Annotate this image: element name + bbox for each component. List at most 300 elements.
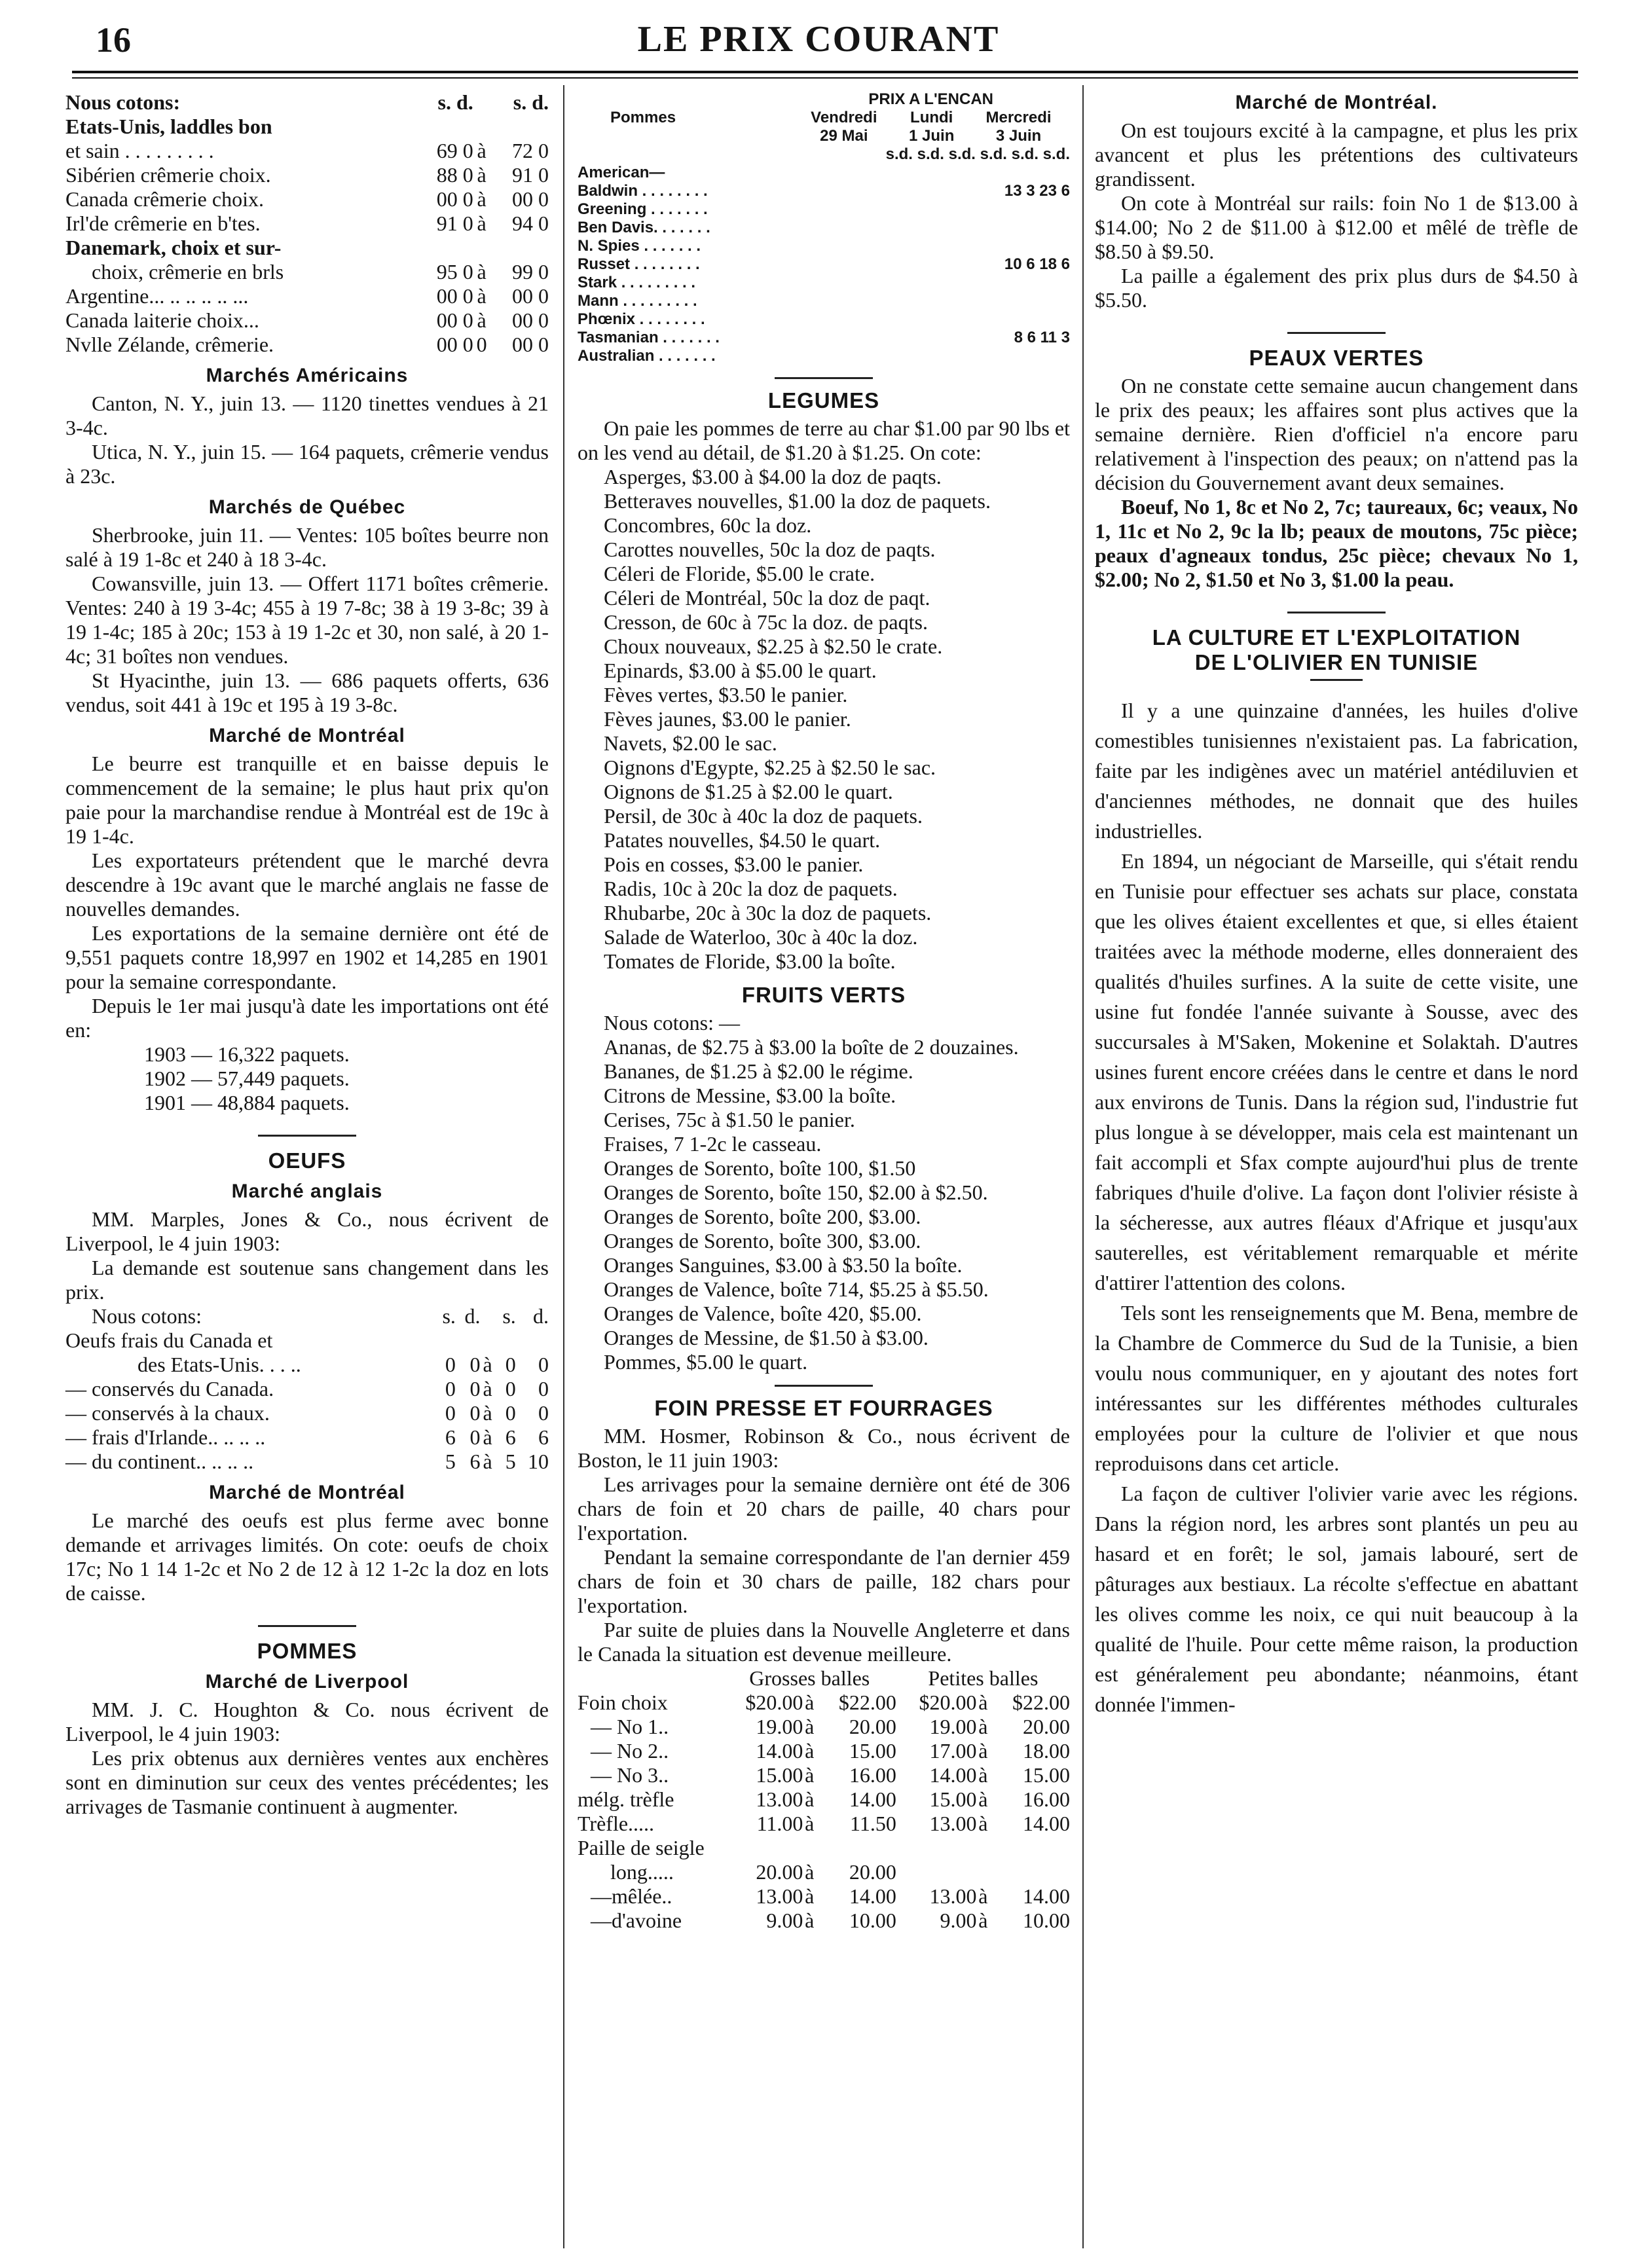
table-row [65,1425,549,1450]
cell: à [477,163,487,187]
paragraph: La façon de cultiver l'olivier varie avec les régions. Dans la région nord, les arbres sont plantés un peu au hasard et en forêt; le sol, jamais labouré, sert de pâturages aux bestiaux. La récolte s'effectue en abattant les olives comme les noix, ce qui nuit beaucoup à la qualité de l'huile. Pour cette même raison, la production est généralement peu abondante; néanmoins, étant donnée l'immen- [1095,1482,1578,1716]
cell: 0 [538,1401,549,1425]
table-row [578,182,1070,200]
cell [792,164,1070,182]
paragraph: La paille a également des prix plus durs de $4.50 à $5.50. [1095,264,1578,312]
table-header: Mercredi [985,109,1052,126]
column-divider [563,85,564,2248]
cell: à [805,1909,815,1932]
cell: 14.00 [756,1739,803,1763]
cell: à [978,1739,988,1763]
cell: à [978,1884,988,1908]
section-divider [1287,332,1386,334]
section-divider [775,1385,873,1387]
cell: — du continent.. .. .. .. [65,1450,254,1473]
cell: 9.00 [766,1909,803,1932]
paragraph: Pendant la semaine correspondante de l'an dernier 459 chars de foin et 30 chars de paille, 182 chars pour l'exportation. [578,1545,1070,1617]
cell: American— [578,164,665,181]
cell: 19.00 [929,1715,977,1738]
paragraph: Boeuf, No 1, 8c et No 2, 7c; taureaux, 6c; veaux, No 1, 11c et No 2, 9c la lb; peaux de moutons, 75c pièce; peaux d'agneaux tondus, 25c pièce; chevaux No 1, $2.00; No 2, $1.50 et No 3, $1.00 la peau. [1095,495,1578,591]
cell: — No 3.. [591,1763,669,1787]
header-rule-thin [72,77,1578,79]
section-divider [1287,612,1386,613]
list-item: Oranges de Sorento, boîte 100, $1.50 [604,1156,916,1180]
section-subheading: Marché anglais [231,1180,383,1202]
cell: 91 0 [512,163,549,187]
cell: $22.00 [1012,1691,1070,1714]
article-title-line: DE L'OLIVIER EN TUNISIE [1194,650,1479,674]
hay-price-table [578,1666,1070,1933]
paragraph: Nous cotons: — [604,1011,740,1034]
list-item: Céleri de Floride, $5.00 le crate. [604,562,875,585]
cell [792,274,1070,292]
section-divider [258,1625,356,1627]
list-item: Tomates de Floride, $3.00 la boîte. [604,949,896,973]
list-item: Oranges de Valence, boîte 714, $5.25 à $5.50. [604,1277,989,1301]
paragraph: Tels sont les renseignements que M. Bena, membre de la Chambre de Commerce du Sud de la Tunisie, a bien voulu nous communiquer, en y ajoutant des notes fort intéressantes sur les différentes méthodes culturales employées pour la culture de l'olivier et que nous reproduisons dans cet article. [1095,1301,1578,1475]
table-row [65,139,549,163]
table-row [65,1353,549,1377]
journal-title: LE PRIX COURANT [637,19,1000,60]
cell: 00 0 [436,333,473,356]
cell: 14.00 [1023,1884,1070,1908]
cell: $22.00 [838,1691,896,1714]
cell: 10 [528,1450,549,1473]
cell: 10.00 [1023,1909,1070,1932]
paragraph: Les arrivages pour la semaine dernière ont été de 306 chars de foin et 20 chars de paille, 40 chars pour l'exportation. [578,1472,1070,1545]
table-row [578,1836,1070,1860]
table-row [65,1328,549,1353]
cell: 94 0 [512,211,549,235]
table-row [578,164,1070,182]
cell: Australian . . . . . . . [578,347,716,365]
article-title [1095,625,1578,675]
table-header: 29 Mai [820,127,868,145]
paragraph: Les prix obtenus aux dernières ventes aux enchères sont en diminution sur ceux des ventes précédentes; les arrivages de Tasmanie continuent à augmenter. [65,1746,549,1818]
table-row [65,187,549,211]
list-item: Pois en cosses, $3.00 le panier. [604,852,864,876]
paragraph: Canton, N. Y., juin 13. — 1120 tinettes vendues à 21 3-4c. [65,392,549,439]
cell: 15.00 [756,1763,803,1787]
cell: 00 0 [436,187,473,211]
cell: 13.00 [756,1787,803,1811]
cell: à [805,1763,815,1787]
cell: — conservés du Canada. [65,1377,274,1400]
cell: à [483,1450,492,1473]
table-header: s.d. s.d. s.d. s.d. s.d. s.d. [885,145,1070,163]
list-item: Fèves jaunes, $3.00 le panier. [604,707,851,731]
table-header: s. d. [513,90,549,114]
list-item: Epinards, $3.00 à $5.00 le quart. [604,659,877,682]
cell: — frais d'Irlande.. .. .. .. [65,1425,266,1449]
table-row [578,219,1070,237]
table-header: Grosses balles [749,1666,870,1690]
section-heading: Marchés Américains [206,365,409,386]
table-header: 1 Juin [909,127,955,145]
list-item: Cerises, 75c à $1.50 le panier. [604,1108,855,1131]
cell: 0 [445,1377,456,1400]
paragraph: La demande est soutenue sans changement dans les prix. [65,1256,549,1304]
section-divider [775,377,873,379]
cell: à [805,1884,815,1908]
paragraph: Les exportateurs prétendent que le marché devra descendre à 19c avant que le marché anglais ne fasse de nouvelles demandes. [65,849,549,921]
section-divider [258,1135,356,1137]
paragraph: Utica, N. Y., juin 15. — 164 paquets, crêmerie vendus à 23c. [65,440,549,488]
cell: 9.00 [940,1909,977,1932]
list-item: Ananas, de $2.75 à $3.00 la boîte de 2 douzaines. [604,1035,1019,1059]
cell: 11.50 [850,1812,896,1835]
section-heading: LEGUMES [767,388,880,412]
list-item: Oranges de Sorento, boîte 150, $2.00 à $2.50. [604,1180,988,1204]
page-number: 16 [96,20,131,60]
column-1 [65,90,549,1819]
cell: 10 6 18 6 [1004,255,1070,273]
table-header: Nous cotons: [92,1304,202,1328]
list-item: Asperges, $3.00 à $4.00 la doz de paqts. [604,465,942,488]
section-heading: OEUFS [268,1148,346,1173]
cell: Foin choix [578,1691,668,1714]
table-row [65,163,549,187]
cell: Russet . . . . . . . . [578,255,700,273]
table-row [578,1787,1070,1812]
paragraph: On ne constate cette semaine aucun changement dans le prix des peaux; les affaires sont plus actives que la semaine dernière. Rien d'officiel n'a encore paru relativement à l'inspection des peaux; on n'attend pas la décision du Gouvernement avant deux semaines. [1095,374,1578,494]
cell: 13.00 [756,1884,803,1908]
cell: Mann . . . . . . . . . [578,292,697,310]
cell: 6 [469,1450,481,1473]
table-row [578,310,1070,329]
cell: 16.00 [1023,1787,1070,1811]
cell: 0 [469,1377,481,1400]
cell: Canada crêmerie choix. [65,187,264,211]
cell: 11.00 [756,1812,803,1835]
paragraph: Il y a une quinzaine d'années, les huiles d'olive comestibles tunisiennes n'existaient pas. La fabrication, faite par les indigènes avec un matériel antédiluvien et d'anciennes méthodes, ne donnait que des huiles industrielles. [1095,699,1578,843]
table-row [65,236,549,260]
cell: 0 [469,1401,481,1425]
table-row [578,1763,1070,1787]
paragraph: MM. J. C. Houghton & Co. nous écrivent de Liverpool, le 4 juin 1903: [65,1698,549,1746]
paragraph: On paie les pommes de terre au char $1.00 par 90 lbs et on les vend au détail, de $1.20 à $1.25. On cote: [578,416,1070,464]
cell: à [805,1787,815,1811]
cell: 0 [469,1353,481,1376]
column-divider [1082,85,1084,2248]
list-item: Radis, 10c à 20c la doz de paquets. [604,877,898,900]
cell: 6 [538,1425,549,1449]
cell: 10.00 [849,1909,896,1932]
cell: —mêlée.. [591,1884,672,1908]
cell: Trèfle..... [578,1812,655,1835]
cell: Irl'de crêmerie en b'tes. [65,211,261,235]
list-item: Salade de Waterloo, 30c à 40c la doz. [604,925,918,949]
cell: 16.00 [849,1763,896,1787]
cell: 0 [505,1401,516,1425]
cell: 0 [505,1353,516,1376]
cell: 0 [445,1401,456,1425]
section-heading: POMMES [257,1639,358,1663]
cell: des Etats-Unis. . . .. [138,1353,301,1376]
cell: 15.00 [1023,1763,1070,1787]
table-row [65,115,549,139]
cell [792,310,1070,329]
cell: à [477,211,487,235]
list-item: Céleri de Montréal, 50c la doz de paqt. [604,586,930,610]
list-item: Choux nouveaux, $2.25 à $2.50 le crate. [604,634,943,658]
import-line: 1901 — 48,884 paquets. [144,1091,350,1114]
cell: 14.00 [849,1884,896,1908]
cell: 17.00 [929,1739,977,1763]
cell: à [477,260,487,284]
table-row [578,1739,1070,1763]
table-row [65,333,549,357]
cell: Danemark, choix et sur- [65,236,282,259]
paragraph: MM. Marples, Jones & Co., nous écrivent de Liverpool, le 4 juin 1903: [65,1207,549,1255]
table-header: Nous cotons: [65,90,181,114]
section-heading: Marché de Montréal [209,725,405,746]
cell: Phœnix . . . . . . . . [578,310,705,328]
table-header: Lundi [910,109,953,126]
column-3 [1095,90,1578,1719]
cell: à [978,1909,988,1932]
cell: 20.00 [1023,1715,1070,1738]
list-item: Pommes, $5.00 le quart. [604,1350,808,1374]
cell: 0 [538,1353,549,1376]
table-row [65,1377,549,1401]
cell: $20.00 [745,1691,803,1714]
cell: long..... [610,1860,674,1884]
list-item: Persil, de 30c à 40c la doz de paquets. [604,804,923,828]
list-item: Oranges de Valence, boîte 420, $5.00. [604,1302,922,1325]
table-row [578,1909,1070,1933]
cell: 14.00 [849,1787,896,1811]
cell: 69 0 [436,139,473,162]
paragraph: Depuis le 1er mai jusqu'à date les importations ont été en: [65,994,549,1042]
table-header: Pommes [610,109,676,126]
cell: $20.00 [919,1691,977,1714]
cell: 18.00 [1023,1739,1070,1763]
section-heading: PEAUX VERTES [1249,346,1424,370]
section-heading: Marché de Montréal [209,1482,405,1503]
table-header: s. [442,1304,456,1328]
table-header: d. [464,1304,481,1328]
cell: à [483,1401,492,1425]
list-item: Oranges Sanguines, $3.00 à $3.50 la boîte. [604,1253,963,1277]
list-item: Navets, $2.00 le sac. [604,731,777,755]
paragraph: Le beurre est tranquille et en baisse depuis le commencement de la semaine; le plus haut prix qu'on paie pour la marchandise rendue à Montréal est de 19c à 19 1-4c. [65,752,549,848]
cell: 20.00 [756,1860,803,1884]
cell: à [978,1812,988,1835]
table-row [578,200,1070,219]
list-item: Cresson, de 60c à 75c la doz. de paqts. [604,610,928,634]
cell: 20.00 [849,1860,896,1884]
cell: 13 3 23 6 [1004,182,1070,200]
import-line: 1902 — 57,449 paquets. [144,1067,350,1090]
cell: et sain . . . . . . . . . [65,139,214,162]
table-header [473,90,490,115]
cell: 91 0 [436,211,473,235]
list-item: Citrons de Messine, $3.00 la boîte. [604,1084,896,1107]
list-item: Oranges de Messine, de $1.50 à $3.00. [604,1326,929,1349]
list-item: Betteraves nouvelles, $1.00 la doz de paquets. [604,489,991,513]
cell: 5 [505,1450,516,1473]
paragraph: On est toujours excité à la campagne, et plus les prix avancent et plus les prétentions des cultivateurs grandissent. [1095,119,1578,191]
cell: 19.00 [756,1715,803,1738]
cell: à [978,1691,988,1714]
cell: 00 0 [512,308,549,332]
cell: 0 [476,333,487,356]
cell: 6 [445,1425,456,1449]
cell: 20.00 [849,1715,896,1738]
section-subheading: Marché de Liverpool [205,1671,409,1692]
table-row [65,260,549,284]
table-header: s. [502,1304,516,1328]
cell: Paille de seigle [578,1836,705,1859]
paragraph: En 1894, un négociant de Marseille, qui s'était rendu en Tunisie pour effectuer ses achats sur place, constata que les olives étaient excellentes et que, si elles étaient traitées avec la méthode moderne, elles donneraient des qualités d'huiles surfines. A la suite de cette visite, une usine fut fondée l'année suivante à Sousse, avec des succursales à M'Saken, Mokenine et Solaktah. D'autres usines furent encore créées dans le centre et dans le nord aux environs de Tunis. Dans la région sud, l'industrie fut plus longue à se développer, mais cela est maintenant un fait accompli et Sfax compte aujourd'hui plus de trente fabriques d'huile d'olive. La façon dont l'olivier résiste à la sécheresse, aux autres fléaux d'Afrique et jusqu'aux sauterelles, est véritablement remarquable et mérite d'attirer l'attention des colons. [1095,849,1578,1294]
cell: 0 [469,1425,481,1449]
cell: 00 0 [512,284,549,308]
cell: 95 0 [436,260,473,284]
cell: Etats-Unis, laddles bon [65,115,272,138]
cell: à [805,1739,815,1763]
cell: Ben Davis. . . . . . . [578,219,710,236]
section-heading: Marché de Montréal. [1235,92,1438,113]
cell: à [805,1691,815,1714]
section-heading: FRUITS VERTS [741,983,906,1007]
cell: 00 0 [512,333,549,356]
table-row [578,237,1070,255]
paragraph: Sherbrooke, juin 11. — Ventes: 105 boîtes beurre non salé à 19 1-8c et 240 à 18 3-4c. [65,523,549,571]
cell [792,237,1070,255]
paragraph: Le marché des oeufs est plus ferme avec bonne demande et arrivages limités. On cote: oeufs de choix 17c; No 1 14 1-2c et No 2 de 12 à 12 1-2c la doz en lots de caisse. [65,1509,549,1605]
cell: à [805,1715,815,1738]
cell: 0 [505,1377,516,1400]
paragraph: Les exportations de la semaine dernière ont été de 9,551 paquets contre 18,997 en 1902 et 14,285 en 1901 pour la semaine correspondante. [65,921,549,993]
cell: Argentine... .. .. .. .. ... [65,284,249,308]
cell: 88 0 [436,163,473,187]
cell: — No 2.. [591,1739,669,1763]
cell: 00 0 [512,187,549,211]
cell [896,1860,977,1884]
table-header: Vendredi [811,109,877,126]
cell: choix, crêmerie en brls [92,260,284,284]
title-divider [1310,679,1363,681]
cell: à [483,1377,492,1400]
table-row [65,211,549,236]
list-item: Bananes, de $1.25 à $2.00 le régime. [604,1059,913,1083]
table-row [65,1450,549,1474]
import-line: 1903 — 16,322 paquets. [144,1042,350,1066]
table-row [578,292,1070,310]
table-header: 3 Juin [995,127,1042,145]
cell: — conservés à la chaux. [65,1401,270,1425]
cell: Baldwin . . . . . . . . [578,182,708,200]
cell: à [978,1763,988,1787]
cell: à [805,1812,815,1835]
cell [792,292,1070,310]
cell: 0 [445,1353,456,1376]
cell: à [477,308,487,332]
cell: 8 6 11 3 [1014,329,1070,346]
cell: 14.00 [1023,1812,1070,1835]
paragraph: On cote à Montréal sur rails: foin No 1 de $13.00 à $14.00; No 2 de $11.00 à $12.00 et mêlé de trèfle de $8.50 à $9.50. [1095,191,1578,263]
section-heading: FOIN PRESSE ET FOURRAGES [654,1396,993,1420]
table-row [578,274,1070,292]
cell: 0 [538,1377,549,1400]
cell: 13.00 [929,1812,977,1835]
paragraph: St Hyacinthe, juin 13. — 686 paquets offerts, 636 vendus, soit 441 à 19c et 195 à 19 3-8c. [65,668,549,716]
table-header: Petites balles [928,1666,1039,1690]
cell: 00 0 [436,284,473,308]
cell: à [978,1715,988,1738]
list-item: Oignons d'Egypte, $2.25 à $2.50 le sac. [604,756,936,779]
cell: Oeufs frais du Canada et [65,1328,273,1352]
list-item: Patates nouvelles, $4.50 le quart. [604,828,881,852]
cell: 6 [505,1425,516,1449]
header-rule [72,71,1578,73]
table-row [578,1860,1070,1884]
eggs-price-table [65,1304,549,1474]
cell: Canada laiterie choix... [65,308,259,332]
table-row [578,1812,1070,1836]
table-row [578,347,1070,365]
auction-price-table [578,90,1070,365]
list-item: Fraises, 7 1-2c le casseau. [604,1132,822,1156]
cell: à [978,1787,988,1811]
column-2 [578,90,1070,1933]
cell: Greening . . . . . . . [578,200,708,218]
table-row [65,284,549,308]
cell: Tasmanian . . . . . . . [578,329,720,346]
list-item: Oranges de Sorento, boîte 300, $3.00. [604,1229,921,1253]
cell [792,200,1070,219]
cell: 14.00 [929,1763,977,1787]
list-item: Oranges de Sorento, boîte 200, $3.00. [604,1205,921,1228]
cell [976,1860,989,1884]
table-row [65,308,549,333]
cell: Stark . . . . . . . . . [578,274,696,291]
table-header: d. [533,1304,549,1328]
table-row [578,1715,1070,1739]
paragraph: Par suite de pluies dans la Nouvelle Angleterre et dans le Canada la situation est devenue meilleure. [578,1618,1070,1666]
cell: 15.00 [929,1787,977,1811]
cell: 72 0 [512,139,549,162]
table-row [65,1401,549,1425]
section-heading: Marchés de Québec [208,496,406,518]
cell: Nvlle Zélande, crêmerie. [65,333,274,356]
table-header: s. d. [437,90,473,114]
table-row [578,1884,1070,1909]
cell: à [483,1353,492,1376]
table-row [578,255,1070,274]
cell: mélg. trèfle [578,1787,674,1811]
cell: à [477,284,487,308]
cell: à [477,187,487,211]
list-item: Rhubarbe, 20c à 30c la doz de paquets. [604,901,932,924]
paragraph: Cowansville, juin 13. — Offert 1171 boîtes crêmerie. Ventes: 240 à 19 3-4c; 455 à 19 7-8c; 38 à 19 3-8c; 39 à 19 1-4c; 185 à 20c; 153 à 19 1-2c et 30, non salé, à 20 1-4c; 31 boîtes non vendues. [65,572,549,668]
cell [792,219,1070,237]
cell: Sibérien crêmerie choix. [65,163,271,187]
article-title-line: LA CULTURE ET L'EXPLOITATION [1152,625,1521,649]
list-item: Concombres, 60c la doz. [604,513,812,537]
cell: à [477,139,487,162]
list-item: Carottes nouvelles, 50c la doz de paqts. [604,538,936,561]
cell [792,347,1070,365]
list-item: Oignons de $1.25 à $2.00 le quart. [604,780,893,803]
cheese-price-table [65,90,549,357]
cell [989,1860,1070,1884]
list-item: Fèves vertes, $3.50 le panier. [604,683,848,706]
paragraph: MM. Hosmer, Robinson & Co., nous écrivent de Boston, le 11 juin 1903: [578,1424,1070,1472]
table-row [578,1691,1070,1715]
table-row [578,329,1070,347]
